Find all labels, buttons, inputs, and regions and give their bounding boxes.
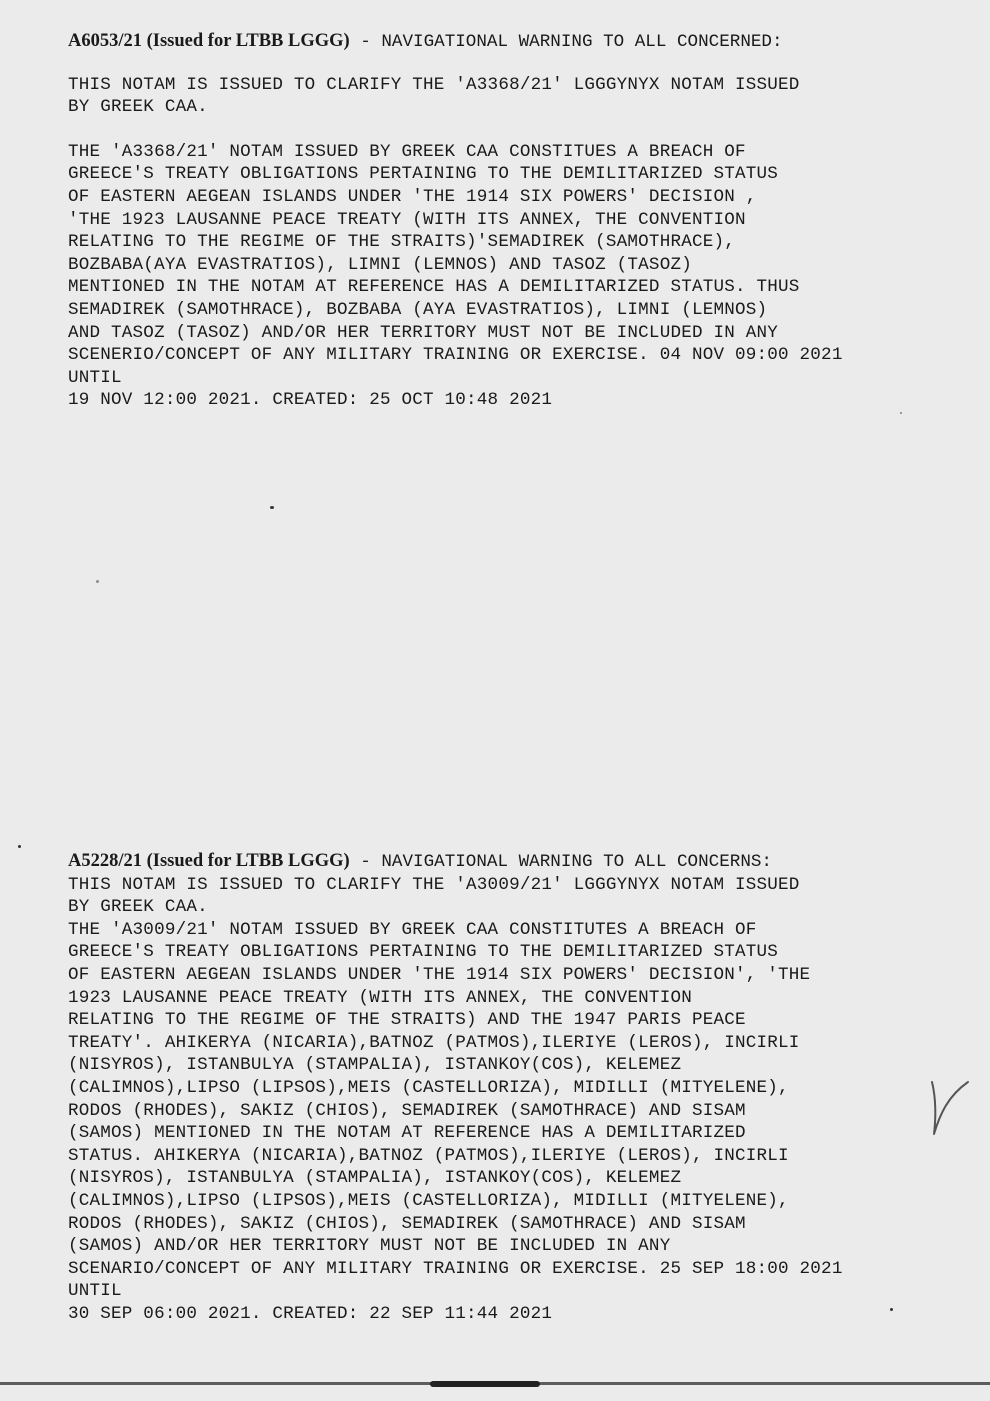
text-line: 'THE 1923 LAUSANNE PEACE TREATY (WITH ITS ANNEX, THE CONVENTION [68,209,746,230]
text-line: (SAMOS) AND/OR HER TERRITORY MUST NOT BE INCLUDED IN ANY [68,1236,671,1257]
notam-title: - NAVIGATIONAL WARNING TO ALL CONCERNED: [349,32,783,52]
text-line: SCENARIO/CONCEPT OF ANY MILITARY TRAINING OR EXERCISE. 25 SEP 18:00 2021 [68,1258,843,1279]
text-line: (SAMOS) MENTIONED IN THE NOTAM AT REFERENCE HAS A DEMILITARIZED [68,1123,746,1144]
text-line: AND TASOZ (TASOZ) AND/OR HER TERRITORY MUST NOT BE INCLUDED IN ANY [68,322,779,343]
notam-intro [68,74,968,119]
text-line: TREATY'. AHIKERYA (NICARIA),BATNOZ (PATMOS),ILERIYE (LEROS), INCIRLI [68,1032,800,1053]
text-line: 19 NOV 12:00 2021. CREATED: 25 OCT 10:48 2021 [68,390,553,411]
scan-speck [270,506,274,509]
text-line: UNTIL [68,367,122,388]
notam-header [68,850,968,874]
text-line: SEMADIREK (SAMOTHRACE), BOZBABA (AYA EVASTRATIOS), LIMNI (LEMNOS) [68,299,768,320]
text-line: THE 'A3368/21' NOTAM ISSUED BY GREEK CAA CONSTITUES A BREACH OF [68,141,746,162]
scan-speck [900,412,902,414]
scan-speck [890,1308,893,1311]
text-line: (NISYROS), ISTANBULYA (STAMPALIA), ISTANKOY(COS), KELEMEZ [68,1168,682,1189]
text-line: RELATING TO THE REGIME OF THE STRAITS) AND THE 1947 PARIS PEACE [68,1010,746,1031]
text-line: 30 SEP 06:00 2021. CREATED: 22 SEP 11:44 2021 [68,1303,553,1324]
text-line: THIS NOTAM IS ISSUED TO CLARIFY THE 'A3368/21' LGGGYNYX NOTAM ISSUED [68,74,800,95]
notam-id: A6053/21 (Issued for LTBB LGGG) [68,31,350,51]
text-line: MENTIONED IN THE NOTAM AT REFERENCE HAS A DEMILITARIZED STATUS. THUS [68,277,800,298]
text-line: STATUS. AHIKERYA (NICARIA),BATNOZ (PATMOS),ILERIYE (LEROS), INCIRLI [68,1145,789,1166]
scan-edge-smudge [430,1381,540,1387]
text-line: BOZBABA(AYA EVASTRATIOS), LIMNI (LEMNOS) AND TASOZ (TASOZ) [68,254,692,275]
notam-body [68,141,968,412]
text-line: GREECE'S TREATY OBLIGATIONS PERTAINING TO THE DEMILITARIZED STATUS [68,942,779,963]
text-line: THE 'A3009/21' NOTAM ISSUED BY GREEK CAA CONSTITUTES A BREACH OF [68,919,757,940]
notam-id: A5228/21 (Issued for LTBB LGGG) [68,851,350,871]
scan-speck [96,580,99,583]
text-line: GREECE'S TREATY OBLIGATIONS PERTAINING TO THE DEMILITARIZED STATUS [68,164,779,185]
text-line: SCENERIO/CONCEPT OF ANY MILITARY TRAINING OR EXERCISE. 04 NOV 09:00 2021 [68,345,843,366]
notam-body [68,874,968,1326]
notam-header [68,30,968,54]
text-line: THIS NOTAM IS ISSUED TO CLARIFY THE 'A3009/21' LGGGYNYX NOTAM ISSUED [68,874,800,895]
text-line: (CALIMNOS),LIPSO (LIPSOS),MEIS (CASTELLORIZA), MIDILLI (MITYELENE), [68,1077,789,1098]
text-line: RODOS (RHODES), SAKIZ (CHIOS), SEMADIREK (SAMOTHRACE) AND SISAM [68,1100,746,1121]
scan-speck [18,845,21,848]
text-line: 1923 LAUSANNE PEACE TREATY (WITH ITS ANNEX, THE CONVENTION [68,987,692,1008]
text-line: (CALIMNOS),LIPSO (LIPSOS),MEIS (CASTELLORIZA), MIDILLI (MITYELENE), [68,1190,789,1211]
notam-a5228 [68,850,968,1325]
text-line: BY GREEK CAA. [68,897,208,918]
text-line: UNTIL [68,1281,122,1302]
text-line: RODOS (RHODES), SAKIZ (CHIOS), SEMADIREK (SAMOTHRACE) AND SISAM [68,1213,746,1234]
handwritten-tick-mark [926,1078,976,1138]
text-line: OF EASTERN AEGEAN ISLANDS UNDER 'THE 1914 SIX POWERS' DECISION', 'THE [68,964,811,985]
text-line: BY GREEK CAA. [68,97,208,118]
text-line: RELATING TO THE REGIME OF THE STRAITS)'SEMADIREK (SAMOTHRACE), [68,232,735,253]
notam-title: - NAVIGATIONAL WARNING TO ALL CONCERNS: [349,852,772,872]
text-line: (NISYROS), ISTANBULYA (STAMPALIA), ISTANKOY(COS), KELEMEZ [68,1055,682,1076]
notam-a6053 [68,30,968,412]
text-line: OF EASTERN AEGEAN ISLANDS UNDER 'THE 1914 SIX POWERS' DECISION , [68,186,757,207]
